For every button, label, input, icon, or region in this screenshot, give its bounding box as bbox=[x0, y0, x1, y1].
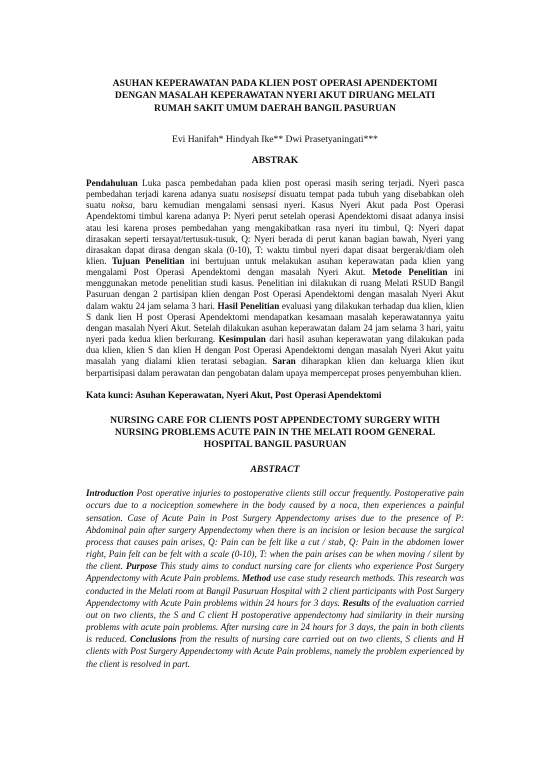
section-label: Results bbox=[339, 597, 370, 608]
keywords: Kata kunci: Asuhan Keperawatan, Nyeri Akut, Post Operasi Apendektomi bbox=[86, 390, 382, 401]
paper-title-indonesian bbox=[86, 78, 464, 115]
section-label: Hasil Penelitian bbox=[214, 300, 280, 311]
abstrak-text: ini bertujuan untuk melakukan asuhan keperawatan pada klien yang mengalami Post Operasi Apendektomi dengan masalah Nyeri Akut. bbox=[86, 255, 464, 278]
paper-title-english bbox=[86, 415, 464, 452]
title-line: NURSING CARE FOR CLIENTS POST APPENDECTOMY SURGERY WITH bbox=[110, 414, 440, 426]
section-label: Tujuan Penelitian bbox=[106, 255, 185, 266]
section-label: Conclusions bbox=[126, 634, 177, 645]
abstrak-text: dari hasil asuhan keperawatan yang dilakukan pada dua klien, klien S dan klien H dengan Post Operasi Apendektomi dengan masalah Nyeri Akut yaitu masalah yang dialami klien teratasi sebagian. bbox=[86, 334, 464, 367]
section-label: Purpose bbox=[122, 561, 157, 572]
abstract-text: This study aims to conduct nursing care for clients who experience Post Surgery Appendectomy with Acute Pain problems. bbox=[86, 561, 464, 584]
abstract-text: use case study research methods. This research was conducted in the Melati room at Bangil Pasuruan Hospital with 2 client participants with Post Surgery Appendectomy with Acute Pain problems within 24 hours for 3 days. bbox=[86, 573, 464, 608]
title-line: ASUHAN KEPERAWATAN PADA KLIEN POST OPERASI APENDEKTOMI bbox=[112, 78, 438, 89]
abstrak-text: disuatu tempat pada tubuh yang disebabkan oleh suatu bbox=[86, 189, 464, 211]
abstrak-text: diharapkan klien dan keluarga klien ikut berpartisipasi dalam perawatan dan pengobatan dalam upaya mempercepat proses penyembuhan klien. bbox=[86, 356, 464, 378]
authors: Evi Hanifah* Hindyah Ike** Dwi Prasetyaningati*** bbox=[172, 133, 378, 145]
abstract-text: of the evaluation carried out on two clients, the S and C client H postoperative appendectomy had similarity in their nursing problems with acute pain problems. After nursing care in 24 hours for 3 days, the pain in both clients is reduced. bbox=[86, 597, 464, 645]
section-label: Saran bbox=[266, 356, 296, 367]
title-line: DENGAN MASALAH KEPERAWATAN NYERI AKUT DIRUANG MELATI bbox=[114, 90, 436, 102]
abstract-text: from the results of nursing care carried out on two clients, S clients and H clients with Post Surgery Appendectomy with Acute Pain problems, namely the problem experienced by the client is resolved in part. bbox=[86, 634, 464, 669]
section-label: Method bbox=[239, 573, 271, 584]
section-label: Introduction bbox=[86, 488, 134, 499]
abstract-body bbox=[86, 487, 464, 669]
abstrak-text: Luka pasca pembedahan pada klien post operasi masih sering terjadi. Nyeri pasca pembedahan terjadi karena adanya suatu bbox=[86, 177, 464, 200]
abstrak-body bbox=[86, 178, 464, 379]
abstrak-heading: ABSTRAK bbox=[251, 154, 299, 166]
title-line: HOSPITAL BANGIL PASURUAN bbox=[203, 439, 347, 451]
section-label: Kesimpulan bbox=[215, 334, 266, 345]
abstrak-text: evaluasi yang dilakukan terhadap dua klien, klien S dank lien H post Operasi Apendektomi mendapatkan kesamaan masalah keperawatannya yaitu dengan masalah Nyeri Akut. Setelah dilakukan asuhan keperawatan dalam 24 jam selama 3 hari, yaitu nyeri pada kedua klien berkurang. bbox=[86, 300, 464, 345]
abstrak-text: , baru kemudian mengalami sensasi nyeri. Kasus Nyeri Akut pada Post Operasi Apendektomi timbul karena adanya P: Nyeri perut setelah operasi Apendektomi disaat adanya insisi atau lesi karena proses pembedahan yang mengakibatkan rasa nyeri itu timbul, Q: Nyeri dapat dirasakan seperti tersayat/tertusuk-tusuk, Q: Nyeri berada di perut kanan bagian bawah, Nyeri yang dirasakan dapat dirasa dengan skala (0-10), T: waktu timbul nyeri dapat disaat bergerak/diam oleh klien. bbox=[86, 200, 465, 266]
section-label: Pendahuluan bbox=[86, 177, 138, 188]
abstrak-text: ini menggunakan metode penelitian studi kasus. Penelitian ini dilakukan di ruang Melati RSUD Bangil Pasuruan dengan 2 partisipan klien dengan Post Operasi Apendektomi dengan masalah Nyeri Akut dalam waktu 24 jam selama 3 hari. bbox=[86, 267, 465, 311]
abstract-text: Post operative injuries to postoperative clients still occur frequently. Postoperative pain occurs due to a nociception somewhere in the body caused by a noca, then experiences a painful sensation. Case of Acute Pain in Post Surgery Appendectomy arises due to the presence of P: Abdominal pain after surgery Appendectomy when there is an incision or lesion because the surgical process that causes pain arises, Q: Pain can be felt like a cut / stab, Q: Pain in the abdomen lower right, Pain felt can be felt with a scale (0-10), T: when the pain arises can be when moving / silent by the client. bbox=[86, 488, 464, 572]
abstract-heading: ABSTRACT bbox=[250, 464, 300, 476]
title-line: NURSING PROBLEMS ACUTE PAIN IN THE MELATI ROOM GENERAL bbox=[114, 426, 436, 438]
title-line: RUMAH SAKIT UMUM DAERAH BANGIL PASURUAN bbox=[154, 102, 396, 114]
abstrak-term: noksa bbox=[111, 200, 133, 211]
section-label: Metode Penelitian bbox=[365, 267, 448, 278]
abstrak-term: nosisepsi bbox=[242, 189, 276, 200]
